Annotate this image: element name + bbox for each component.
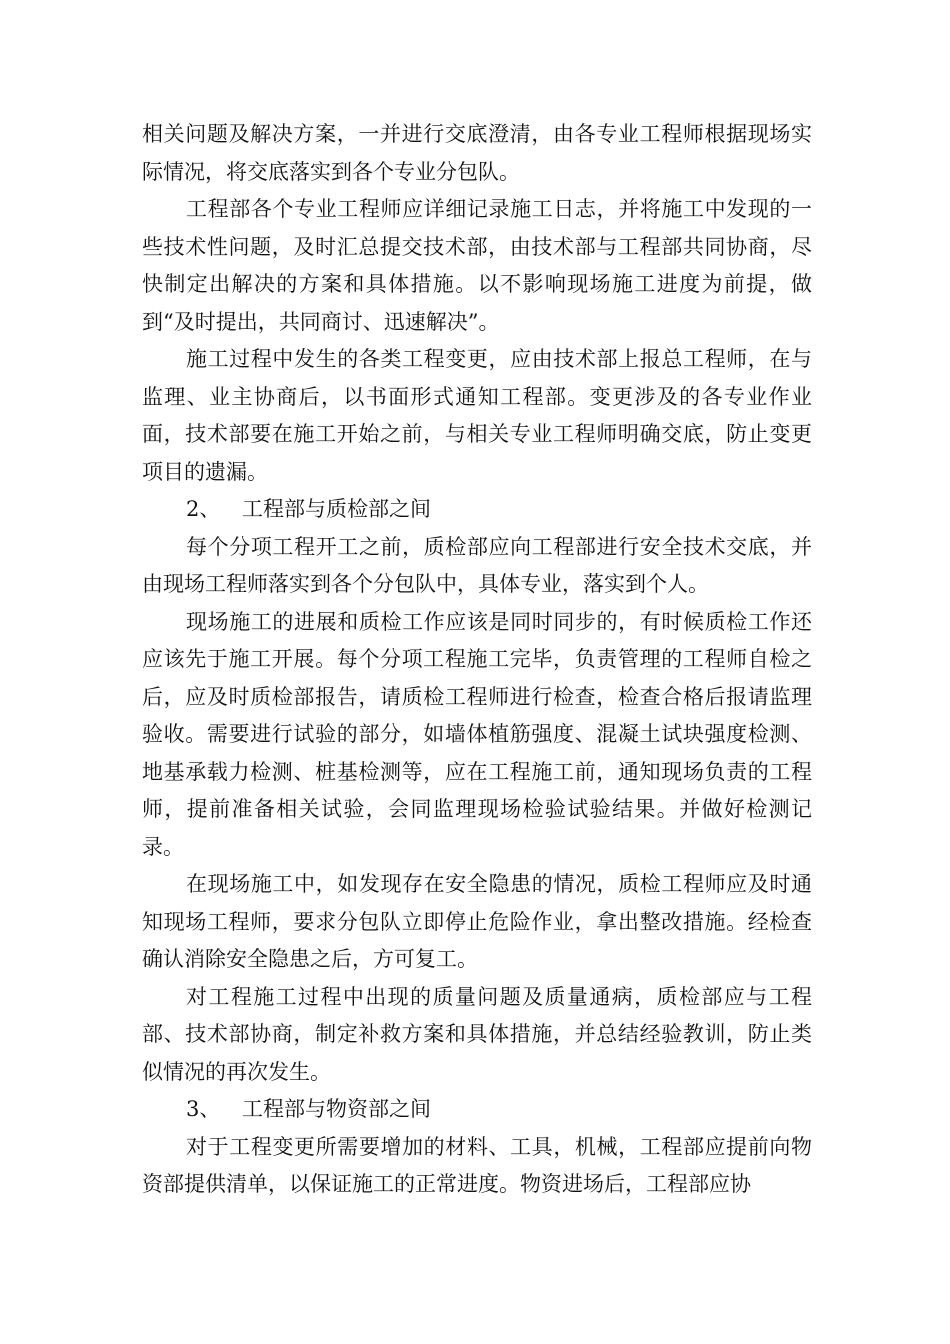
- paragraph-engineering-changes: 施工过程中发生的各类工程变更，应由技术部上报总工程师，在与监理、业主协商后，以书面形式通知工程部。变更涉及的各专业作业面，技术部要在施工开始之前，与相关专业工程师明确交底，防止变更项目的遗漏。: [142, 347, 812, 484]
- paragraph-construction-log: 工程部各个专业工程师应详细记录施工日志，并将施工中发现的一些技术性问题，及时汇总提交技术部，由技术部与工程部共同协商，尽快制定出解决的方案和具体措施。以不影响现场施工进度为前提，做到“及时提出，共同商讨、迅速解决”。: [142, 197, 812, 334]
- section-heading-2: [142, 491, 812, 529]
- section-heading-3: [142, 1091, 812, 1129]
- paragraph-safety-hazards: 在现场施工中，如发现存在安全隐患的情况，质检工程师应及时通知现场工程师，要求分包队立即停止危险作业，拿出整改措施。经检查确认消除安全隐患之后，方可复工。: [142, 872, 812, 971]
- paragraph-continuation: 相关问题及解决方案，一并进行交底澄清，由各专业工程师根据现场实际情况，将交底落实到各个专业分包队。: [142, 122, 812, 184]
- section-title: 工程部与物资部之间: [242, 1097, 431, 1121]
- paragraph-quality-problems: 对工程施工过程中出现的质量问题及质量通病，质检部应与工程部、技术部协商，制定补救方案和具体措施，并总结经验教训，防止类似情况的再次发生。: [142, 984, 812, 1084]
- paragraph-safety-briefing: 每个分项工程开工之前，质检部应向工程部进行安全技术交底，并由现场工程师落实到各个分包队中，具体专业，落实到个人。: [142, 534, 812, 596]
- section-title: 工程部与质检部之间: [242, 497, 431, 521]
- section-number: 3、: [186, 1097, 221, 1121]
- section-number: 2、: [186, 497, 221, 521]
- paragraph-quality-inspection: 现场施工的进展和质检工作应该是同时同步的，有时候质检工作还应该先于施工开展。每个分项工程施工完毕，负责管理的工程师自检之后，应及时质检部报告，请质检工程师进行检查，检查合格后报请监理验收。需要进行试验的部分，如墙体植筋强度、混凝土试块强度检测、地基承载力检测、桩基检测等，应在工程施工前，通知现场负责的工程师，提前准备相关试验，会同监理现场检验试验结果。并做好检测记录。: [142, 609, 812, 859]
- paragraph-materials: 对于工程变更所需要增加的材料、工具，机械，工程部应提前向物资部提供清单，以保证施工的正常进度。物资进场后，工程部应协: [142, 1134, 812, 1196]
- document-body: [142, 116, 812, 1204]
